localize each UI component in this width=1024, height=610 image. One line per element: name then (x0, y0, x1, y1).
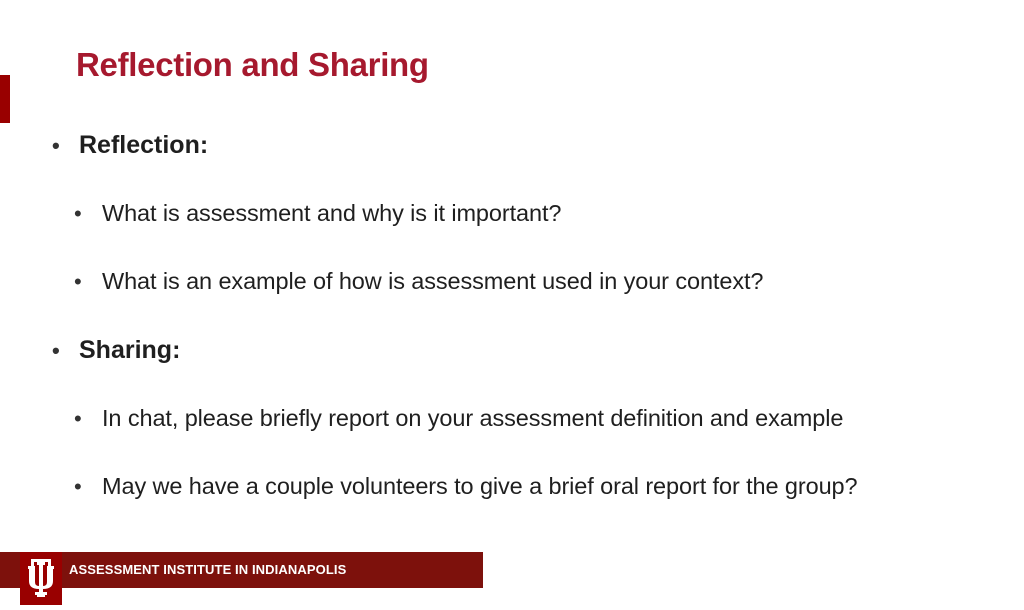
bullet-dot-icon: • (74, 269, 82, 294)
sub-bullet (74, 200, 561, 227)
sub-bullet (74, 268, 763, 295)
bullet-label: Reflection: (79, 131, 209, 159)
left-accent-bar (0, 75, 10, 123)
bullet-dot-icon: • (74, 406, 82, 431)
sub-bullet-text: What is an example of how is assessment used in your context? (102, 268, 764, 294)
bullet-dot-icon: • (74, 474, 82, 499)
sub-bullet (74, 405, 843, 432)
bullet-reflection (52, 131, 208, 160)
iu-trident-icon (20, 552, 62, 605)
bullet-label: Sharing: (79, 336, 181, 364)
sub-bullet-text: In chat, please briefly report on your assessment definition and example (102, 405, 844, 431)
sub-bullet-text: What is assessment and why is it important? (102, 200, 562, 226)
slide-title: Reflection and Sharing (76, 46, 429, 83)
bullet-dot-icon: • (52, 338, 60, 363)
sub-bullet (74, 473, 857, 500)
footer-institution-name: ASSESSMENT INSTITUTE IN INDIANAPOLIS (69, 562, 347, 577)
bullet-sharing (52, 336, 180, 365)
sub-bullet-text: May we have a couple volunteers to give a brief oral report for the group? (102, 473, 858, 499)
bullet-dot-icon: • (74, 201, 82, 226)
bullet-dot-icon: • (52, 133, 60, 158)
